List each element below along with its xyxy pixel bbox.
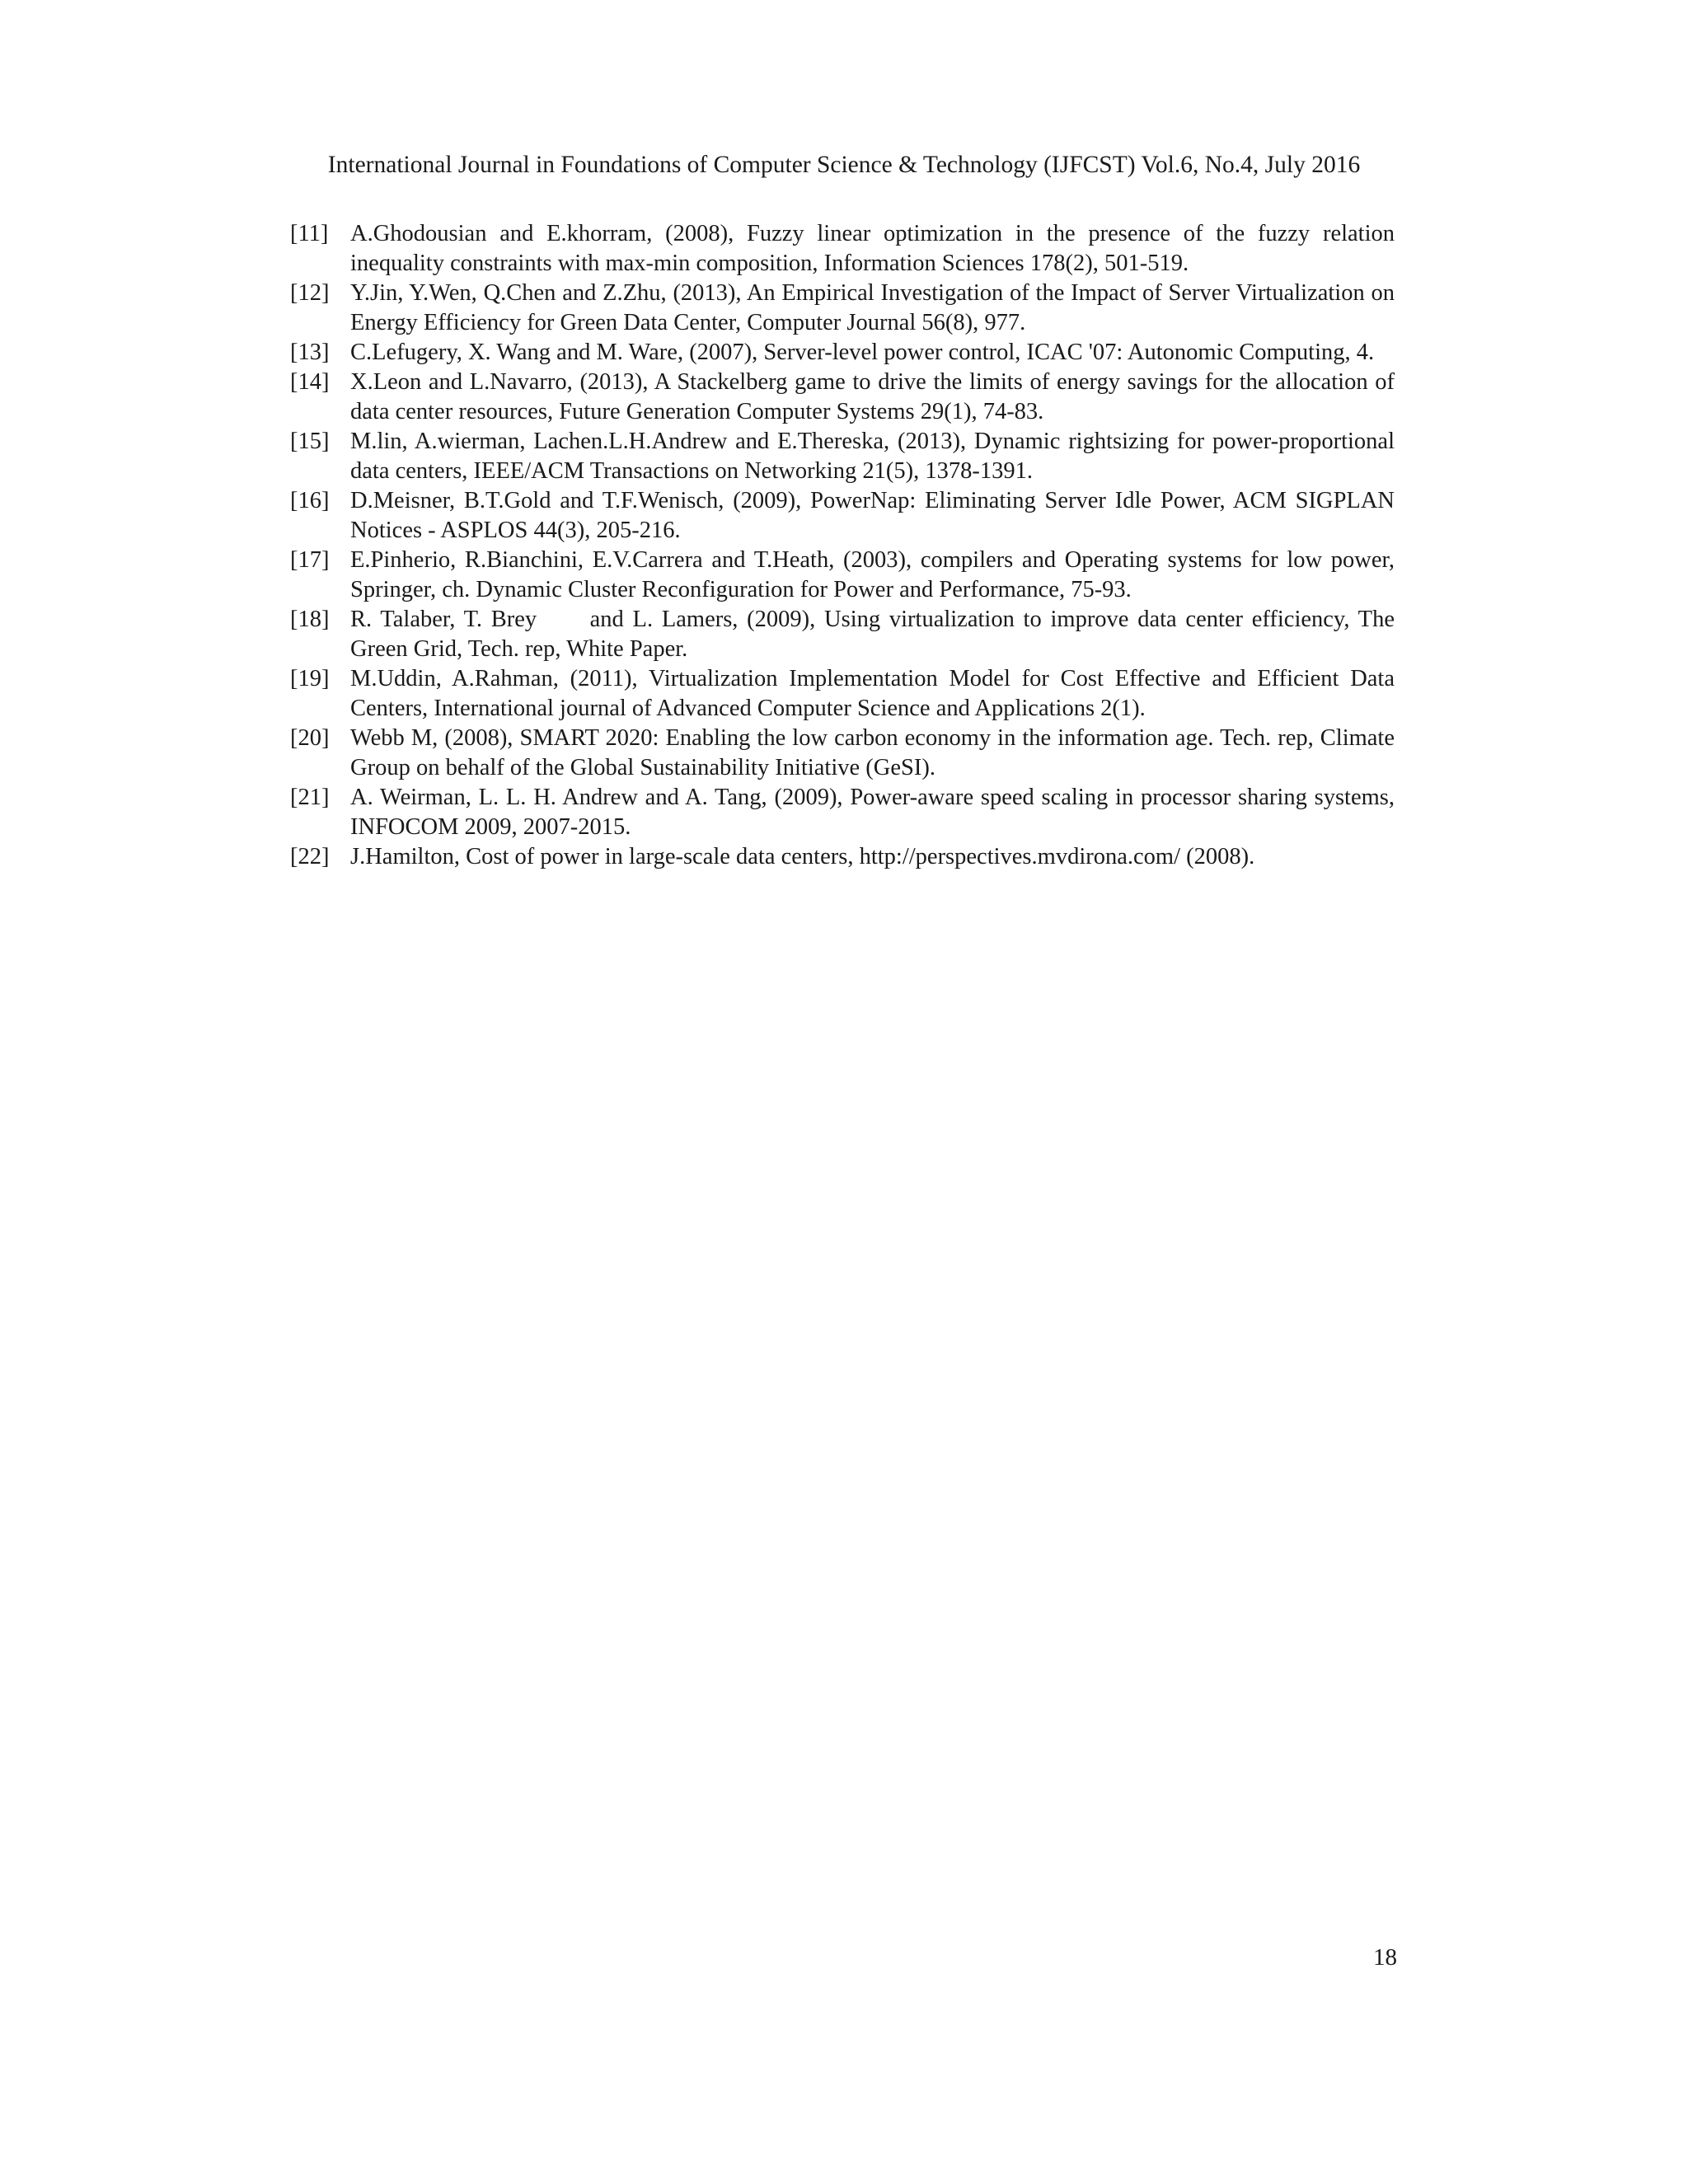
reference-number: [12] [290, 280, 330, 306]
reference-number: [14] [290, 369, 330, 395]
reference-text: X.Leon and L.Navarro, (2013), A Stackelberg game to drive the limits of energy savings for the allocation of data center resources, Future Generation Computer Systems 29(1), 74-83. [350, 369, 1395, 424]
reference-item [290, 546, 1395, 605]
reference-text: J.Hamilton, Cost of power in large-scale data centers, http://perspectives.mvdirona.com/ (2008). [350, 844, 1255, 869]
reference-text: A. Weirman, L. L. H. Andrew and A. Tang, (2009), Power-aware speed scaling in processor sharing systems, INFOCOM 2009, 2007-2015. [350, 785, 1395, 840]
reference-item [290, 605, 1401, 664]
reference-item [290, 427, 1395, 486]
reference-list [290, 219, 1401, 872]
reference-number: [17] [290, 547, 330, 573]
reference-text: M.lin, A.wierman, Lachen.L.H.Andrew and E.Thereska, (2013), Dynamic rightsizing for power-proportional data centers, IEEE/ACM Transactions on Networking 21(5), 1378-1391. [350, 429, 1395, 484]
reference-item [290, 219, 1395, 279]
reference-item [290, 486, 1395, 546]
reference-number: [20] [290, 725, 330, 751]
page-number: 18 [1373, 1944, 1397, 1971]
reference-number: [16] [290, 488, 330, 513]
reference-item [290, 724, 1395, 783]
reference-text: D.Meisner, B.T.Gold and T.F.Wenisch, (2009), PowerNap: Eliminating Server Idle Power, ACM SIGPLAN Notices - ASPLOS 44(3), 205-216. [350, 488, 1395, 543]
reference-item [290, 368, 1395, 427]
reference-number: [13] [290, 340, 330, 365]
reference-item [290, 783, 1395, 842]
running-header: International Journal in Foundations of Computer Science & Technology (IJFCST) Vol.6, No.4, July 2016 [327, 152, 1361, 178]
reference-text: M.Uddin, A.Rahman, (2011), Virtualization Implementation Model for Cost Effective and Efficient Data Centers, International journal of Advanced Computer Science and Applications 2(1). [350, 666, 1395, 721]
reference-number: [11] [290, 221, 329, 246]
reference-item [290, 664, 1395, 724]
reference-text: Y.Jin, Y.Wen, Q.Chen and Z.Zhu, (2013), An Empirical Investigation of the Impact of Server Virtualization on Energy Efficiency for Green Data Center, Computer Journal 56(8), 977. [350, 280, 1395, 335]
reference-item [290, 279, 1395, 338]
reference-text: Webb M, (2008), SMART 2020: Enabling the low carbon economy in the information age. Tech. rep, Climate Group on behalf of the Global Sustainability Initiative (GeSI). [350, 725, 1395, 780]
reference-text: R. Talaber, T. Brey and L. Lamers, (2009), Using virtualization to improve data center efficiency, The Green Grid, Tech. rep, White Paper. [350, 607, 1401, 662]
reference-text: A.Ghodousian and E.khorram, (2008), Fuzzy linear optimization in the presence of the fuzzy relation inequality constraints with max-min composition, Information Sciences 178(2), 501-519. [350, 221, 1395, 276]
reference-number: [21] [290, 785, 330, 810]
reference-number: [22] [290, 844, 330, 869]
reference-number: [19] [290, 666, 330, 691]
reference-item [290, 842, 1395, 872]
reference-item [290, 338, 1395, 368]
reference-text: C.Lefugery, X. Wang and M. Ware, (2007), Server-level power control, ICAC '07: Autonomic Computing, 4. [350, 340, 1375, 365]
reference-text: E.Pinherio, R.Bianchini, E.V.Carrera and T.Heath, (2003), compilers and Operating systems for low power, Springer, ch. Dynamic Cluster Reconfiguration for Power and Performance, 75-93. [350, 547, 1395, 602]
reference-number: [15] [290, 429, 330, 454]
reference-number: [18] [290, 607, 330, 632]
